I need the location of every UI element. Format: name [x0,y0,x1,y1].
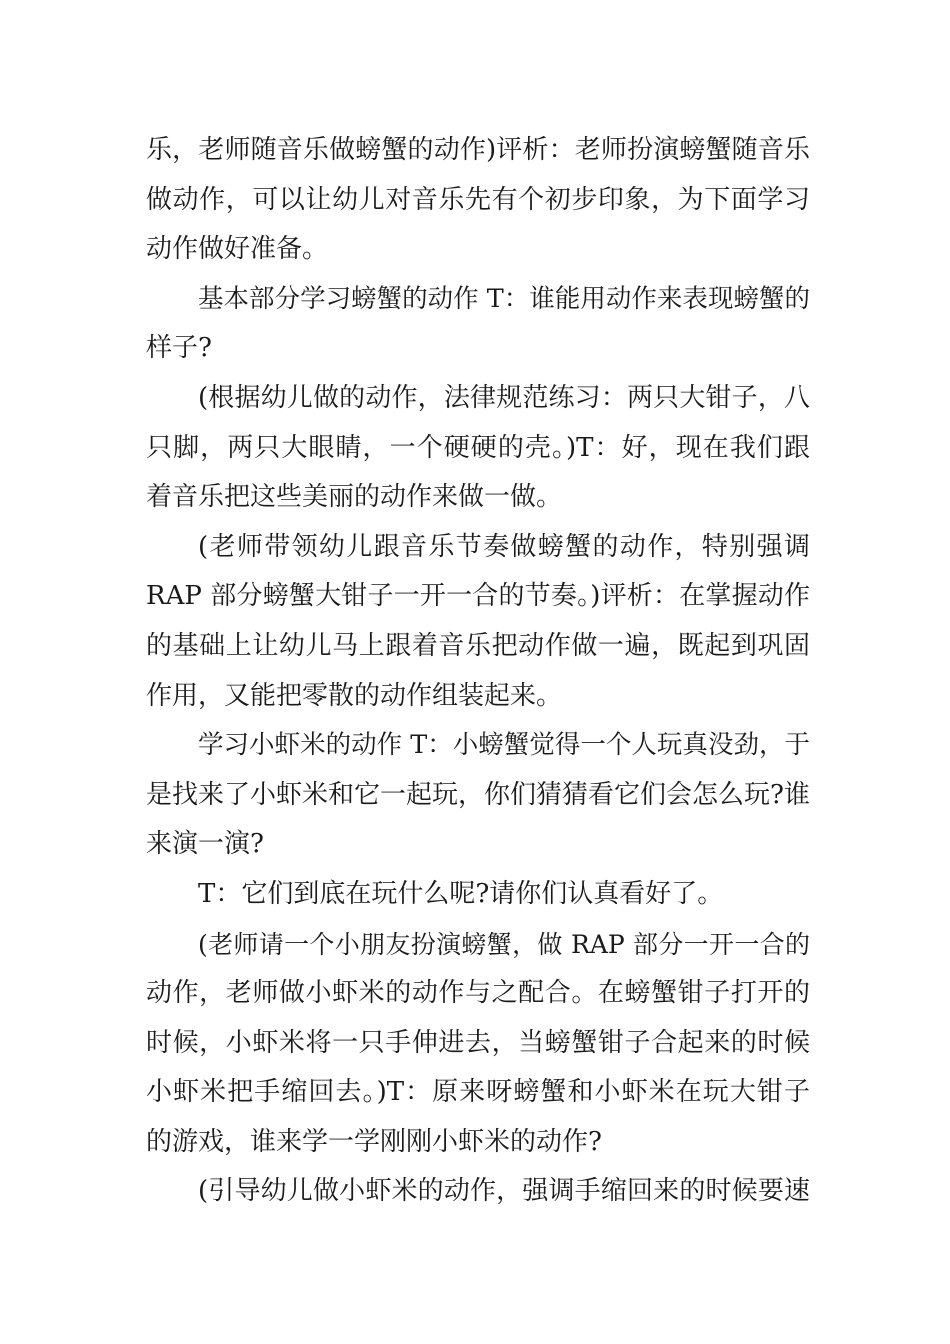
text-line: 的游戏，谁来学一学刚刚小虾米的动作? [146,1126,602,1157]
text-line: 乐，老师随音乐做螃蟹的动作)评析：老师扮演螃蟹随音乐 [146,135,810,165]
text-line: 的基础上让幼儿马上跟着音乐把动作做一遍，既起到巩固 [146,630,810,661]
text-line: 动作，老师做小虾米的动作与之配合。在螃蟹钳子打开的 [146,978,810,1009]
text-line: 着音乐把这些美丽的动作来做一做。 [146,482,563,513]
text-line: T：它们到底在玩什么呢?请你们认真看好了。 [198,878,724,909]
text-line: (引导幼儿做小虾米的动作，强调手缩回来的时候要速 [198,1176,810,1207]
text-line: RAP 部分螃蟹大钳子一开一合的节奏。)评析：在掌握动作 [146,581,810,612]
text-line: (老师带领幼儿跟音乐节奏做螃蟹的动作，特别强调 [198,531,810,562]
text-line: 只脚，两只大眼睛，一个硬硬的壳。)T：好，现在我们跟 [146,432,810,463]
text-line: 样子? [146,333,212,364]
text-line: 是找来了小虾米和它一起玩，你们猜猜看它们会怎么玩?谁 [146,779,810,810]
text-line: 做动作，可以让幼儿对音乐先有个初步印象，为下面学习 [146,184,810,215]
text-line: 时候，小虾米将一只手伸进去，当螃蟹钳子合起来的时候 [146,1027,810,1058]
text-line: (根据幼儿做的动作，法律规范练习：两只大钳子，八 [198,382,810,413]
text-line: 基本部分学习螃蟹的动作 T：谁能用动作来表现螃蟹的 [198,283,810,314]
body-text [146,126,810,1217]
text-line: 作用，又能把零散的动作组装起来。 [146,680,563,711]
text-line: (老师请一个小朋友扮演螃蟹，做 RAP 部分一开一合的 [198,929,810,959]
text-line: 小虾米把手缩回去。)T：原来呀螃蟹和小虾米在玩大钳子 [146,1077,810,1108]
text-line: 学习小虾米的动作 T：小螃蟹觉得一个人玩真没劲，于 [198,730,810,761]
text-line: 动作做好准备。 [146,234,329,265]
text-line: 来演一演? [146,829,264,860]
